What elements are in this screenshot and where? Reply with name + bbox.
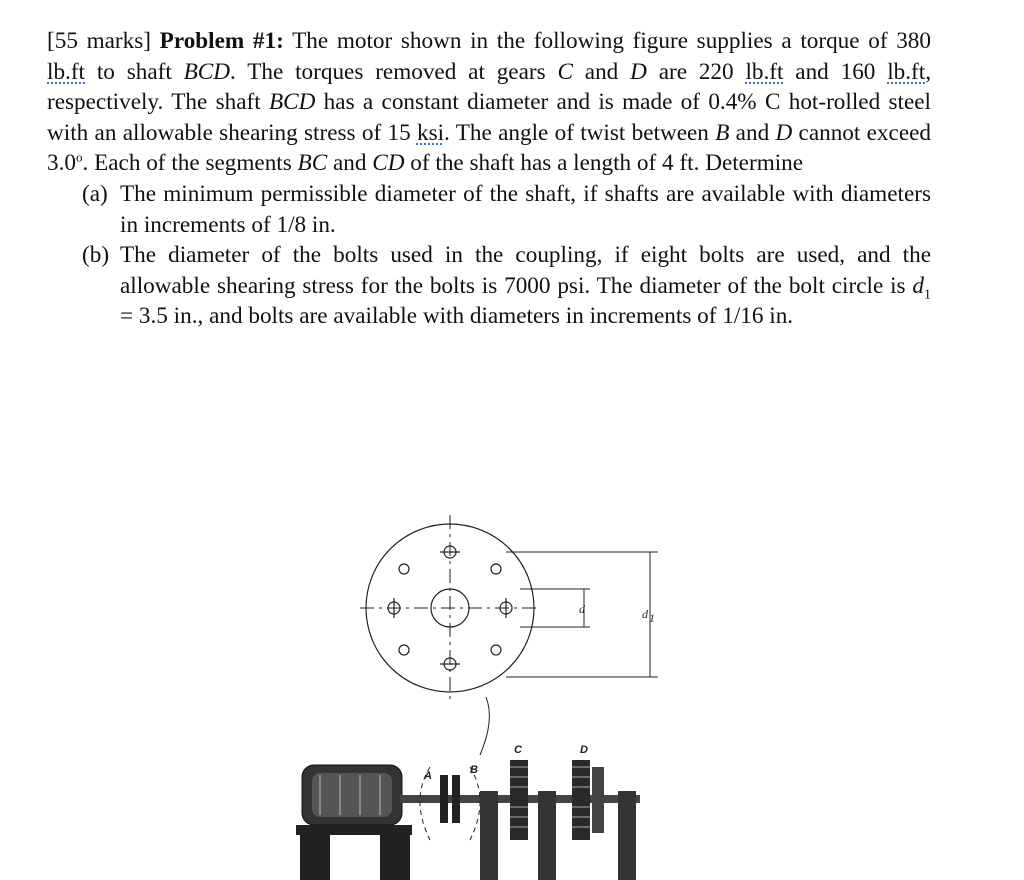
intro-text: . The angle of twist between: [444, 119, 716, 146]
part-a: [82, 179, 931, 240]
label-c: C: [514, 744, 522, 756]
intro-text: and: [327, 150, 373, 177]
unit-lbft: lb.ft: [745, 58, 784, 85]
unit-lbft: lb.ft: [887, 58, 926, 85]
point-b: B: [715, 119, 730, 146]
segment-cd: CD: [372, 150, 405, 177]
intro-text: . Each of the segments: [82, 150, 298, 177]
label-b: B: [470, 764, 478, 776]
leader-line: [480, 697, 489, 755]
problem-statement: [47, 26, 931, 332]
label-d1: d: [642, 607, 648, 621]
bearing-2: [538, 791, 556, 880]
gear-c: C: [557, 58, 573, 85]
marks: [55 marks]: [47, 28, 151, 54]
part-b: [82, 240, 931, 332]
bearing-1: [480, 791, 498, 880]
coupling-flange: [360, 515, 540, 701]
intro-text: The motor shown in the following figure supplies a torque of 380: [292, 28, 931, 54]
unit-ksi: ksi: [416, 119, 445, 146]
label-a: A: [424, 770, 432, 782]
point-d: D: [775, 119, 793, 146]
segment-bc: BC: [297, 150, 328, 177]
motor-shaft-figure: [290, 505, 670, 880]
shaft-name: BCD: [268, 89, 316, 116]
degree-symbol: o: [75, 149, 83, 165]
intro-text: and 160: [783, 58, 888, 85]
unit-lbft: lb.ft: [47, 58, 85, 85]
var-d1: d: [912, 272, 924, 299]
intro-text: and: [729, 119, 776, 146]
gear-d: D: [630, 58, 647, 85]
problem-intro: [47, 26, 931, 179]
problem-title: Problem #1:: [159, 28, 284, 54]
label-d-gear: D: [580, 744, 588, 756]
label-d: d: [579, 602, 585, 616]
part-a-label: (a): [82, 180, 108, 207]
intro-text: of the shaft has a length of 4 ft. Determine: [404, 150, 804, 177]
figure-svg: [290, 505, 670, 880]
intro-text: . The torques removed at gears: [230, 58, 558, 85]
intro-text: cannot exceed 3.0: [47, 119, 931, 177]
part-b-text-2: = 3.5 in., and bolts are available with diameters in increments of 1/16 in.: [120, 303, 794, 330]
intro-text: , respectively. The shaft: [47, 58, 932, 116]
intro-text: to shaft: [85, 58, 184, 85]
var-d1-sub: 1: [924, 287, 931, 303]
part-a-text: The minimum permissible diameter of the shaft, if shafts are available with diameters in increments of 1/8 in.: [120, 180, 931, 238]
part-b-text: The diameter of the bolts used in the coupling, if eight bolts are used, and the allowable shearing stress for the bolts is 7000 psi. The diameter of the bolt circle is: [120, 242, 931, 299]
intro-text: has a constant diameter and is made of 0.4% C hot-rolled steel with an allowable shearing stress of 15: [47, 89, 931, 146]
label-d1-sub: 1: [649, 611, 655, 625]
shaft-name: BCD: [183, 58, 230, 85]
gear-c-drawing: [510, 760, 528, 840]
intro-text: and: [572, 58, 631, 85]
motor: [296, 765, 412, 880]
gear-d-drawing: [572, 760, 604, 840]
part-b-label: (b): [82, 242, 110, 269]
intro-text: are 220: [646, 58, 746, 85]
bearing-3: [618, 791, 636, 880]
